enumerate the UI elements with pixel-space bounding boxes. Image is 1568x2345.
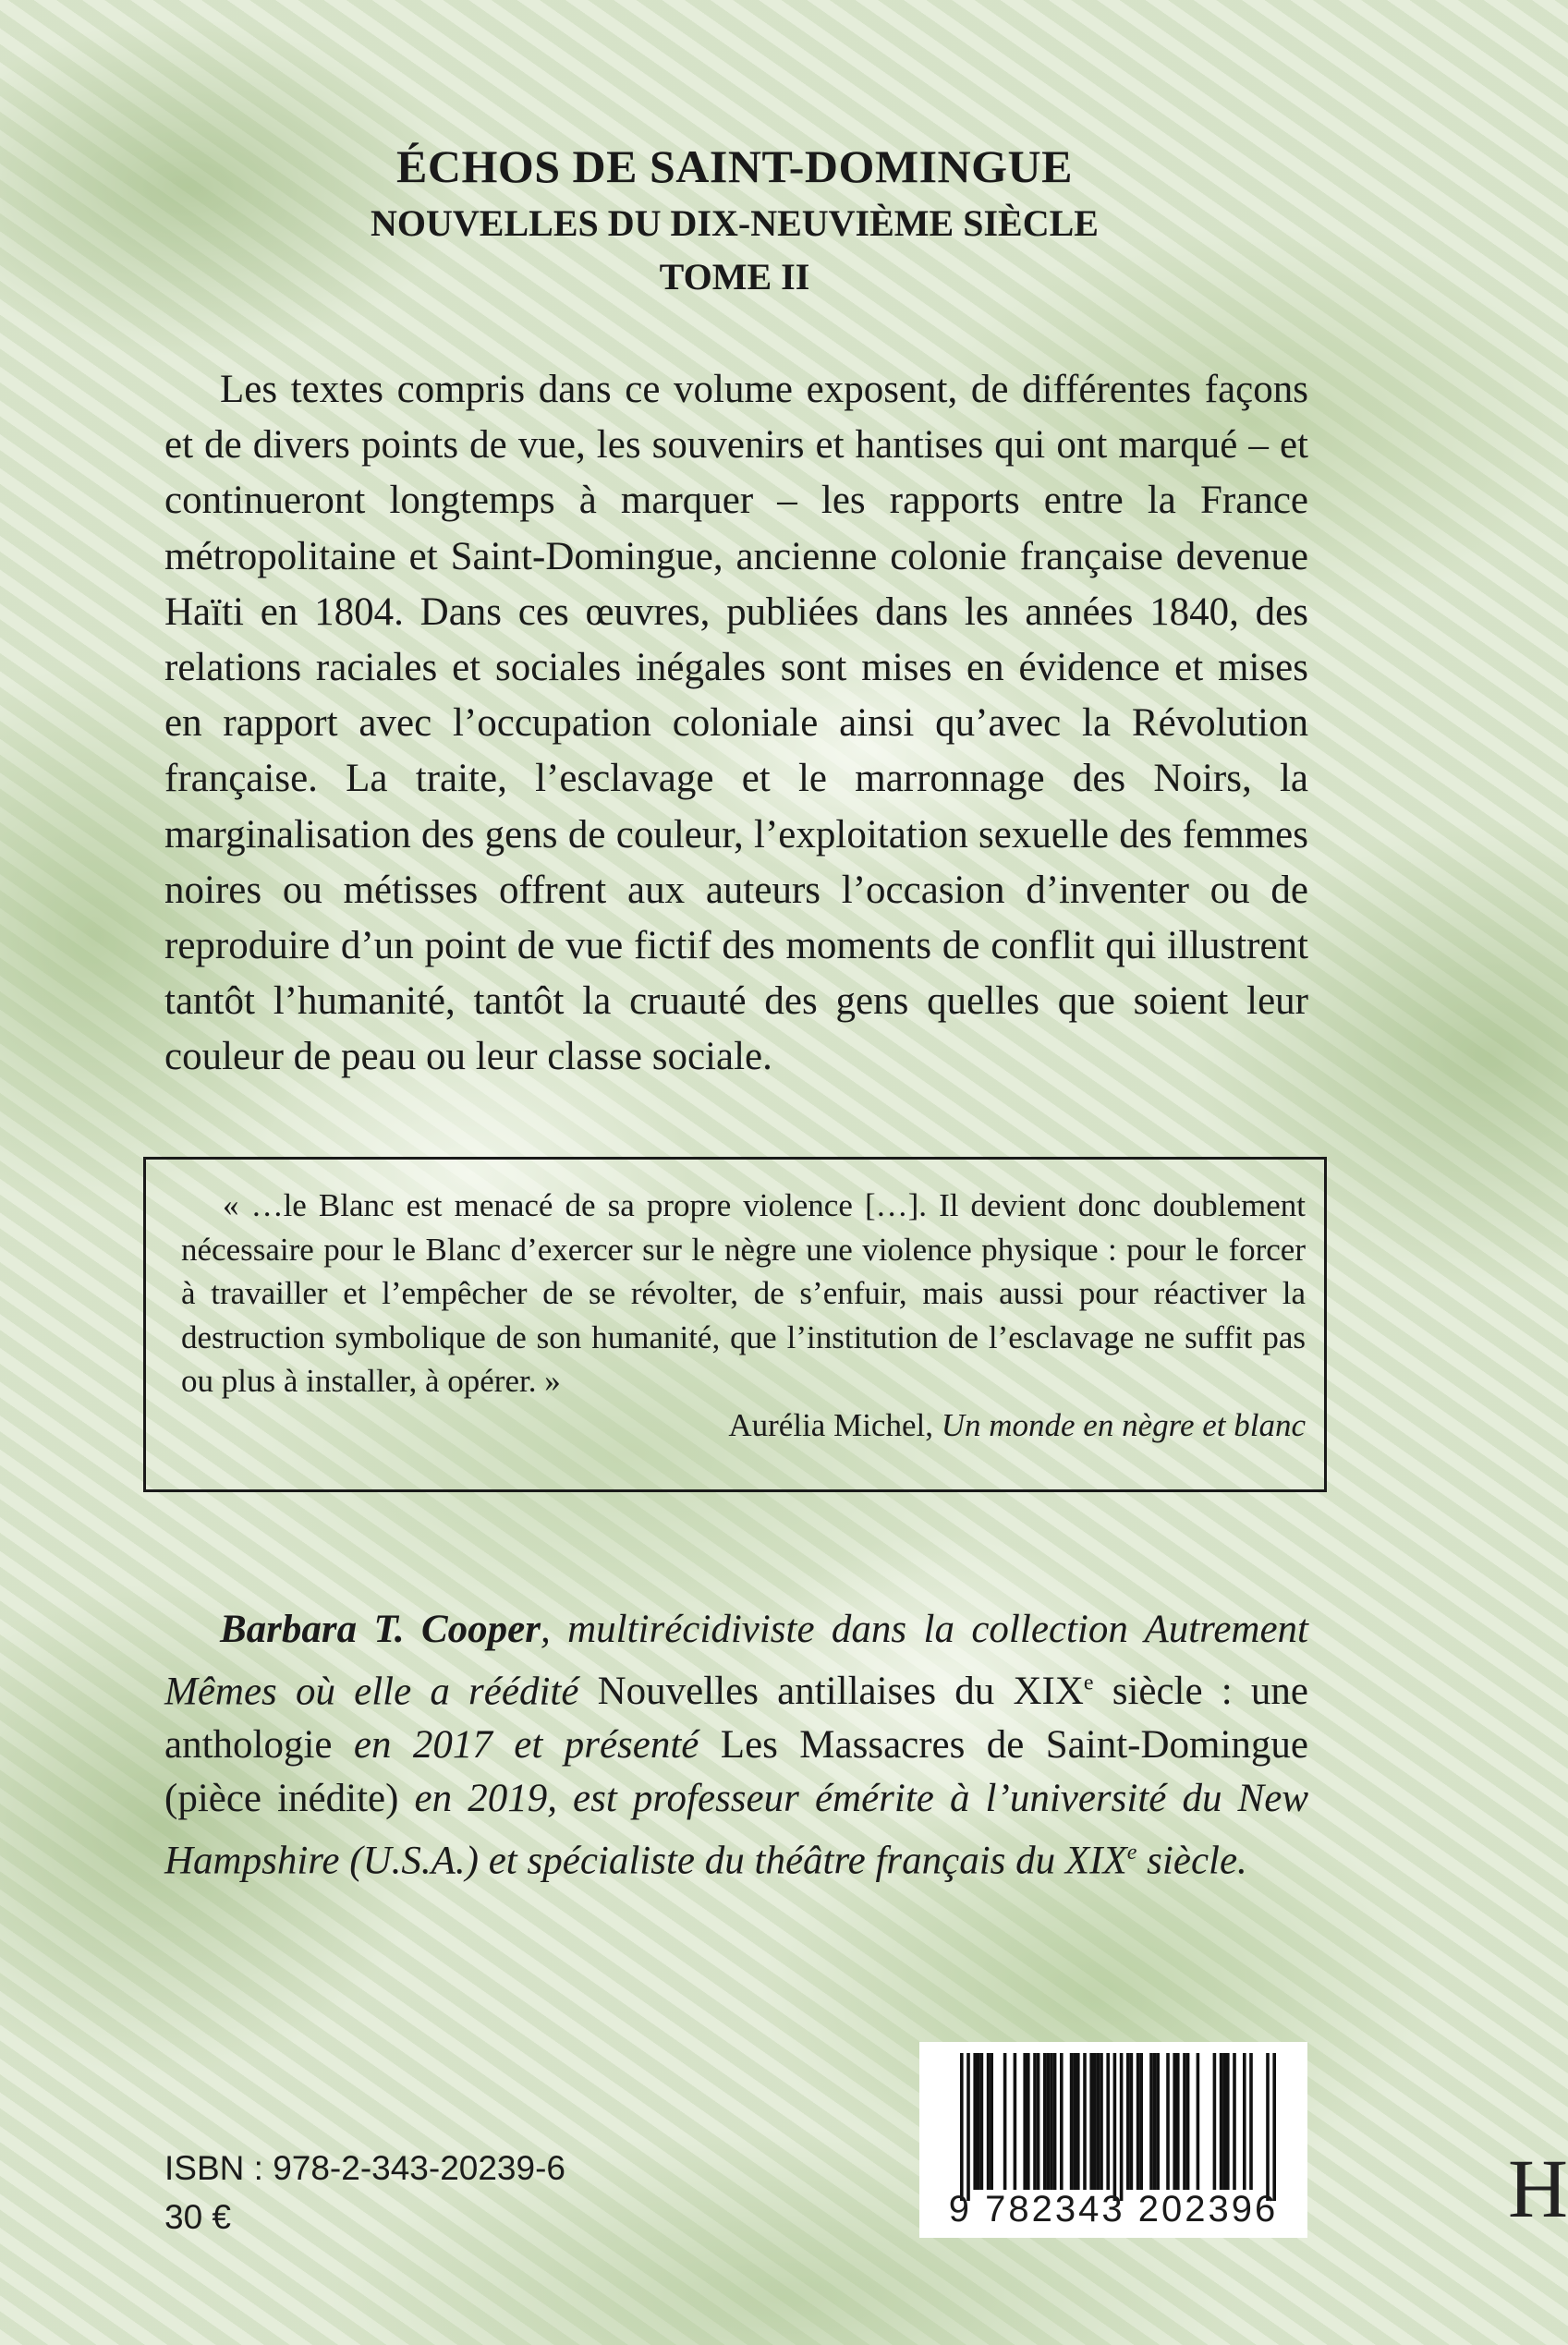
barcode-bar — [1053, 2053, 1057, 2190]
barcode-bar — [1070, 2053, 1074, 2190]
barcode-bar — [973, 2053, 977, 2190]
barcode-bar — [960, 2053, 964, 2201]
barcode-bar — [1113, 2053, 1117, 2201]
price: 30 € — [164, 2198, 232, 2236]
barcode-bar — [1027, 2053, 1030, 2190]
publisher-logo-fragment: H — [1508, 2144, 1568, 2235]
barcode-bar — [977, 2053, 980, 2190]
barcode-bar — [1233, 2053, 1236, 2190]
isbn-number: ISBN : 978-2-343-20239-6 — [164, 2149, 565, 2187]
barcode-bar — [1243, 2053, 1246, 2190]
barcode-bar — [990, 2053, 993, 2190]
barcode-bar — [1014, 2053, 1017, 2190]
barcode-bar — [1266, 2053, 1270, 2201]
barcode-bar — [1043, 2053, 1047, 2190]
barcode-bar — [1222, 2053, 1226, 2190]
barcode-bar — [1226, 2053, 1230, 2190]
barcode-bar — [1073, 2053, 1076, 2190]
barcode-bar — [1093, 2053, 1097, 2190]
barcode-bar — [1139, 2053, 1143, 2190]
author-bio — [164, 1603, 1308, 1889]
barcode-bar — [980, 2053, 984, 2190]
quote-text: « …le Blanc est menacé de sa propre violence […]. Il devient donc doublement nécessaire pour le Blanc d’exercer sur le nègre une violence physique : pour le forcer à travailler et l’empêcher de se révolter, de s’enfuir, mais aussi pour réactiver la destruction symbolique de son humanité, que l’institution de l’esclavage ne suffit pas ou plus à installer, à opérer. » — [181, 1187, 1306, 1399]
barcode-bar — [1149, 2053, 1153, 2190]
author-bio-part1: , multirécidiviste dans la collection Autrement Mêmes où elle a réédité — [164, 1608, 1308, 1714]
barcode-bar — [1156, 2053, 1160, 2190]
author-book1-end: siècle : une anthologie — [164, 1670, 1308, 1768]
barcode-bar — [1076, 2053, 1080, 2190]
title-block — [0, 139, 1469, 301]
barcode-bar — [1033, 2053, 1037, 2190]
author-name: Barbara T. Cooper — [220, 1608, 541, 1651]
barcode-bar — [1100, 2053, 1103, 2190]
author-book1-sup: e — [1083, 1671, 1094, 1695]
barcode — [919, 2042, 1307, 2238]
isbn-block — [164, 2144, 565, 2242]
barcode-bar — [1186, 2053, 1190, 2190]
barcode-bar — [1050, 2053, 1053, 2190]
quote-box — [143, 1157, 1327, 1492]
barcode-bar — [1097, 2053, 1100, 2190]
volume-number: TOME II — [659, 256, 810, 298]
barcode-bar — [1272, 2053, 1276, 2201]
barcode-bar — [1136, 2053, 1140, 2190]
quote-work: Un monde en nègre et blanc — [941, 1406, 1306, 1443]
barcode-bar — [1047, 2053, 1051, 2190]
barcode-bar — [1173, 2053, 1176, 2190]
barcode-bar — [1183, 2053, 1186, 2190]
barcode-bar — [1213, 2053, 1217, 2190]
barcode-bar — [1083, 2053, 1087, 2190]
barcode-bar — [1037, 2053, 1040, 2190]
barcode-bar — [1176, 2053, 1180, 2190]
barcode-bar — [987, 2053, 991, 2190]
author-bio-part3: en 2019, est professeur émérite à l’université du New Hampshire (U.S.A.) et spécialiste du théâtre français du XIX — [164, 1777, 1308, 1883]
author-book1-title: Nouvelles antillaises du XIX — [597, 1670, 1084, 1714]
quote-attribution — [181, 1403, 1306, 1448]
barcode-bar — [1153, 2053, 1157, 2190]
barcode-bar — [966, 2053, 970, 2201]
barcode-bar — [1089, 2053, 1093, 2190]
barcode-bar — [1023, 2053, 1027, 2190]
book-title: ÉCHOS DE SAINT-DOMINGUE — [395, 140, 1073, 192]
barcode-bar — [1249, 2053, 1253, 2190]
summary-paragraph: Les textes compris dans ce volume exposent, de différentes façons et de divers points de vue, les souvenirs et hantises qui ont marqué – et continueront longtemps à marquer – les rapports entre la France métropolitaine et Saint-Domingue, ancienne colonie française devenue Haïti en 1804. Dans ces œuvres, publiées dans les années 1840, des relations raciales et sociales inégales sont mises en évidence et mises en rapport avec l’occupation coloniale ainsi qu’avec la Révolution française. La traite, l’esclavage et le marronnage des Noirs, la marginalisation des gens de couleur, l’exploitation sexuelle des femmes noires ou métisses offrent aux auteurs l’occasion d’inventer ou de reproduire d’un point de vue fictif des moments de conflit qui illustrent tantôt l’humanité, tantôt la cruauté des gens quelles que soient leur couleur de peau ou leur classe sociale. — [164, 368, 1308, 1079]
barcode-bar — [1106, 2053, 1110, 2190]
barcode-bar — [1197, 2053, 1200, 2190]
barcode-bar — [1120, 2053, 1124, 2201]
barcode-bar — [1220, 2053, 1223, 2190]
barcode-bar — [1003, 2053, 1007, 2190]
barcode-bar — [1126, 2053, 1130, 2190]
author-book2: Les Massacres de Saint-Domingue (pièce inédite) — [164, 1723, 1308, 1821]
barcode-digits: 9 782343 202396 — [948, 2189, 1279, 2230]
barcode-bar — [1166, 2053, 1170, 2190]
author-bio-part3-sup: e — [1126, 1841, 1137, 1865]
barcode-bar — [1130, 2053, 1134, 2190]
quote-author: Aurélia Michel, — [728, 1406, 933, 1443]
barcode-bar — [1060, 2053, 1064, 2190]
book-subtitle: NOUVELLES DU DIX-NEUVIÈME SIÈCLE — [371, 202, 1099, 244]
author-bio-part3-end: siècle. — [1136, 1839, 1247, 1883]
author-bio-part2: en 2017 et présenté — [332, 1723, 721, 1768]
